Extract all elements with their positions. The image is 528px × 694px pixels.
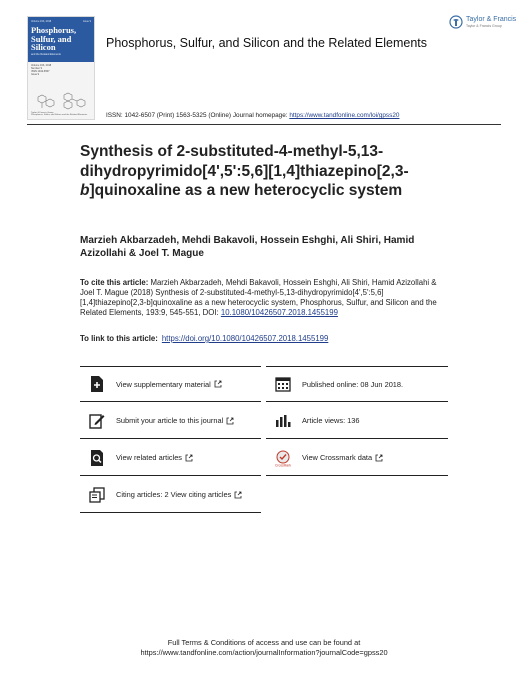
footer-terms-link[interactable]: https://www.tandfonline.com/action/journalInformation?journalCode=gpss20 [140,648,388,657]
cover-footer [31,112,87,117]
related-label: View related articles [116,453,182,462]
external-link-icon [234,491,242,499]
related-articles-link[interactable] [80,440,261,476]
article-views-info [266,403,448,439]
supplementary-material-link[interactable] [80,366,261,402]
article-title-part: Synthesis of 2-substituted-4-methyl-5,13-dihydropyrimido[4',5':5,6][1,4]thiazepino[2,3- [80,143,409,180]
cover-info [28,62,94,78]
cover-top-left: Volume 193, 2018 [31,20,52,23]
published-label: Published online: 08 Jun 2018. [302,379,404,389]
cover-band [28,17,94,62]
author-list: Marzieh Akbarzadeh, Mehdi Bakavoli, Hossein Eshghi, Ali Shiri, Hamid Azizollahi & Joel T. Mague [80,235,415,259]
crossmark-logo-text: CrossMark [275,463,291,467]
external-link-icon [185,454,193,462]
cover-top-right: Issue 9 [82,20,91,23]
article-link-label: To link to this article: [80,334,158,343]
publisher-logo-icon [449,15,463,29]
cover-title: Phosphorus, Sulfur, and Silicon [31,25,77,52]
crossmark-label: View Crossmark data [302,453,373,462]
supplementary-label: View supplementary material [116,379,211,389]
cover-info-line: Volume 193, 2018 [31,64,52,67]
journal-cover-image [27,16,95,120]
citing-articles-link[interactable] [80,477,261,513]
external-link-icon [375,454,383,462]
issn-text: ISSN: 1042-6507 (Print) 1563-5325 (Online) Journal homepage: [106,112,290,119]
submit-label: Submit your article to this journal [116,416,224,425]
publisher-subname: Taylor & Francis Group [466,24,502,28]
article-title-italic: b [80,182,90,199]
bar-chart-icon [274,412,292,430]
external-link-icon [226,417,234,425]
edit-icon [88,412,106,430]
header-divider [27,124,501,125]
cover-info-line: ISSN 1042-6507 [31,70,50,73]
cover-foot-line: Taylor & Francis Group [31,111,54,114]
citing-documents-icon [88,486,106,504]
views-label: Article views: 136 [302,416,360,425]
external-link-icon [214,380,222,388]
citing-label: Citing articles: 2 View citing articles [116,490,232,499]
article-link-line [80,334,328,343]
citation-block [80,278,448,318]
publisher-name: Taylor & Francis [466,16,517,23]
cover-subtitle: and the Related Elements [31,52,61,56]
journal-title: Phosphorus, Sulfur, and Silicon and the Related Elements [106,36,428,50]
publisher-logo[interactable] [449,15,516,29]
article-title [80,142,440,201]
submit-article-link[interactable] [80,403,261,439]
issn-line [106,112,399,119]
calendar-icon [274,375,292,393]
document-plus-icon [88,375,106,393]
journal-homepage-link[interactable]: https://www.tandfonline.com/loi/gpss20 [289,112,400,119]
cover-info-line: Number 9 [31,67,42,70]
citation-label: To cite this article: [80,278,149,287]
crossmark-link[interactable] [266,440,448,476]
crossmark-icon [274,449,292,467]
search-document-icon [88,449,106,467]
footer-line: Full Terms & Conditions of access and use can be found at [167,638,361,647]
article-title-part: ]quinoxaline as a new heterocyclic system [89,182,403,199]
article-doi-link[interactable]: https://doi.org/10.1080/10426507.2018.1455199 [161,334,329,343]
citation-text: Marzieh Akbarzadeh, Mehdi Bakavoli, Hossein Eshghi, Ali Shiri, Hamid Azizollahi & Joel T. Mague (2018) Synthesis of 2-substituted-4-methyl-5,13-dihydropyrimido[4',5':5,6][1,4]thiazepino[2,3-b]quinoxaline as a new heterocyclic system, Phosphorus, Sulfur, and Silicon and the Related Elements, 193:9, 545-551, DOI: [80,278,437,317]
cover-foot-line: Phosphorus, Sulfur, and Silicon and the Related Elements [31,114,88,117]
footer-terms [0,638,528,658]
citation-doi-link[interactable]: 10.1080/10426507.2018.1455199 [220,308,338,317]
molecule-drawings [32,89,90,113]
cover-info-line: Issue 9 [31,73,40,76]
published-online-info [266,366,448,402]
